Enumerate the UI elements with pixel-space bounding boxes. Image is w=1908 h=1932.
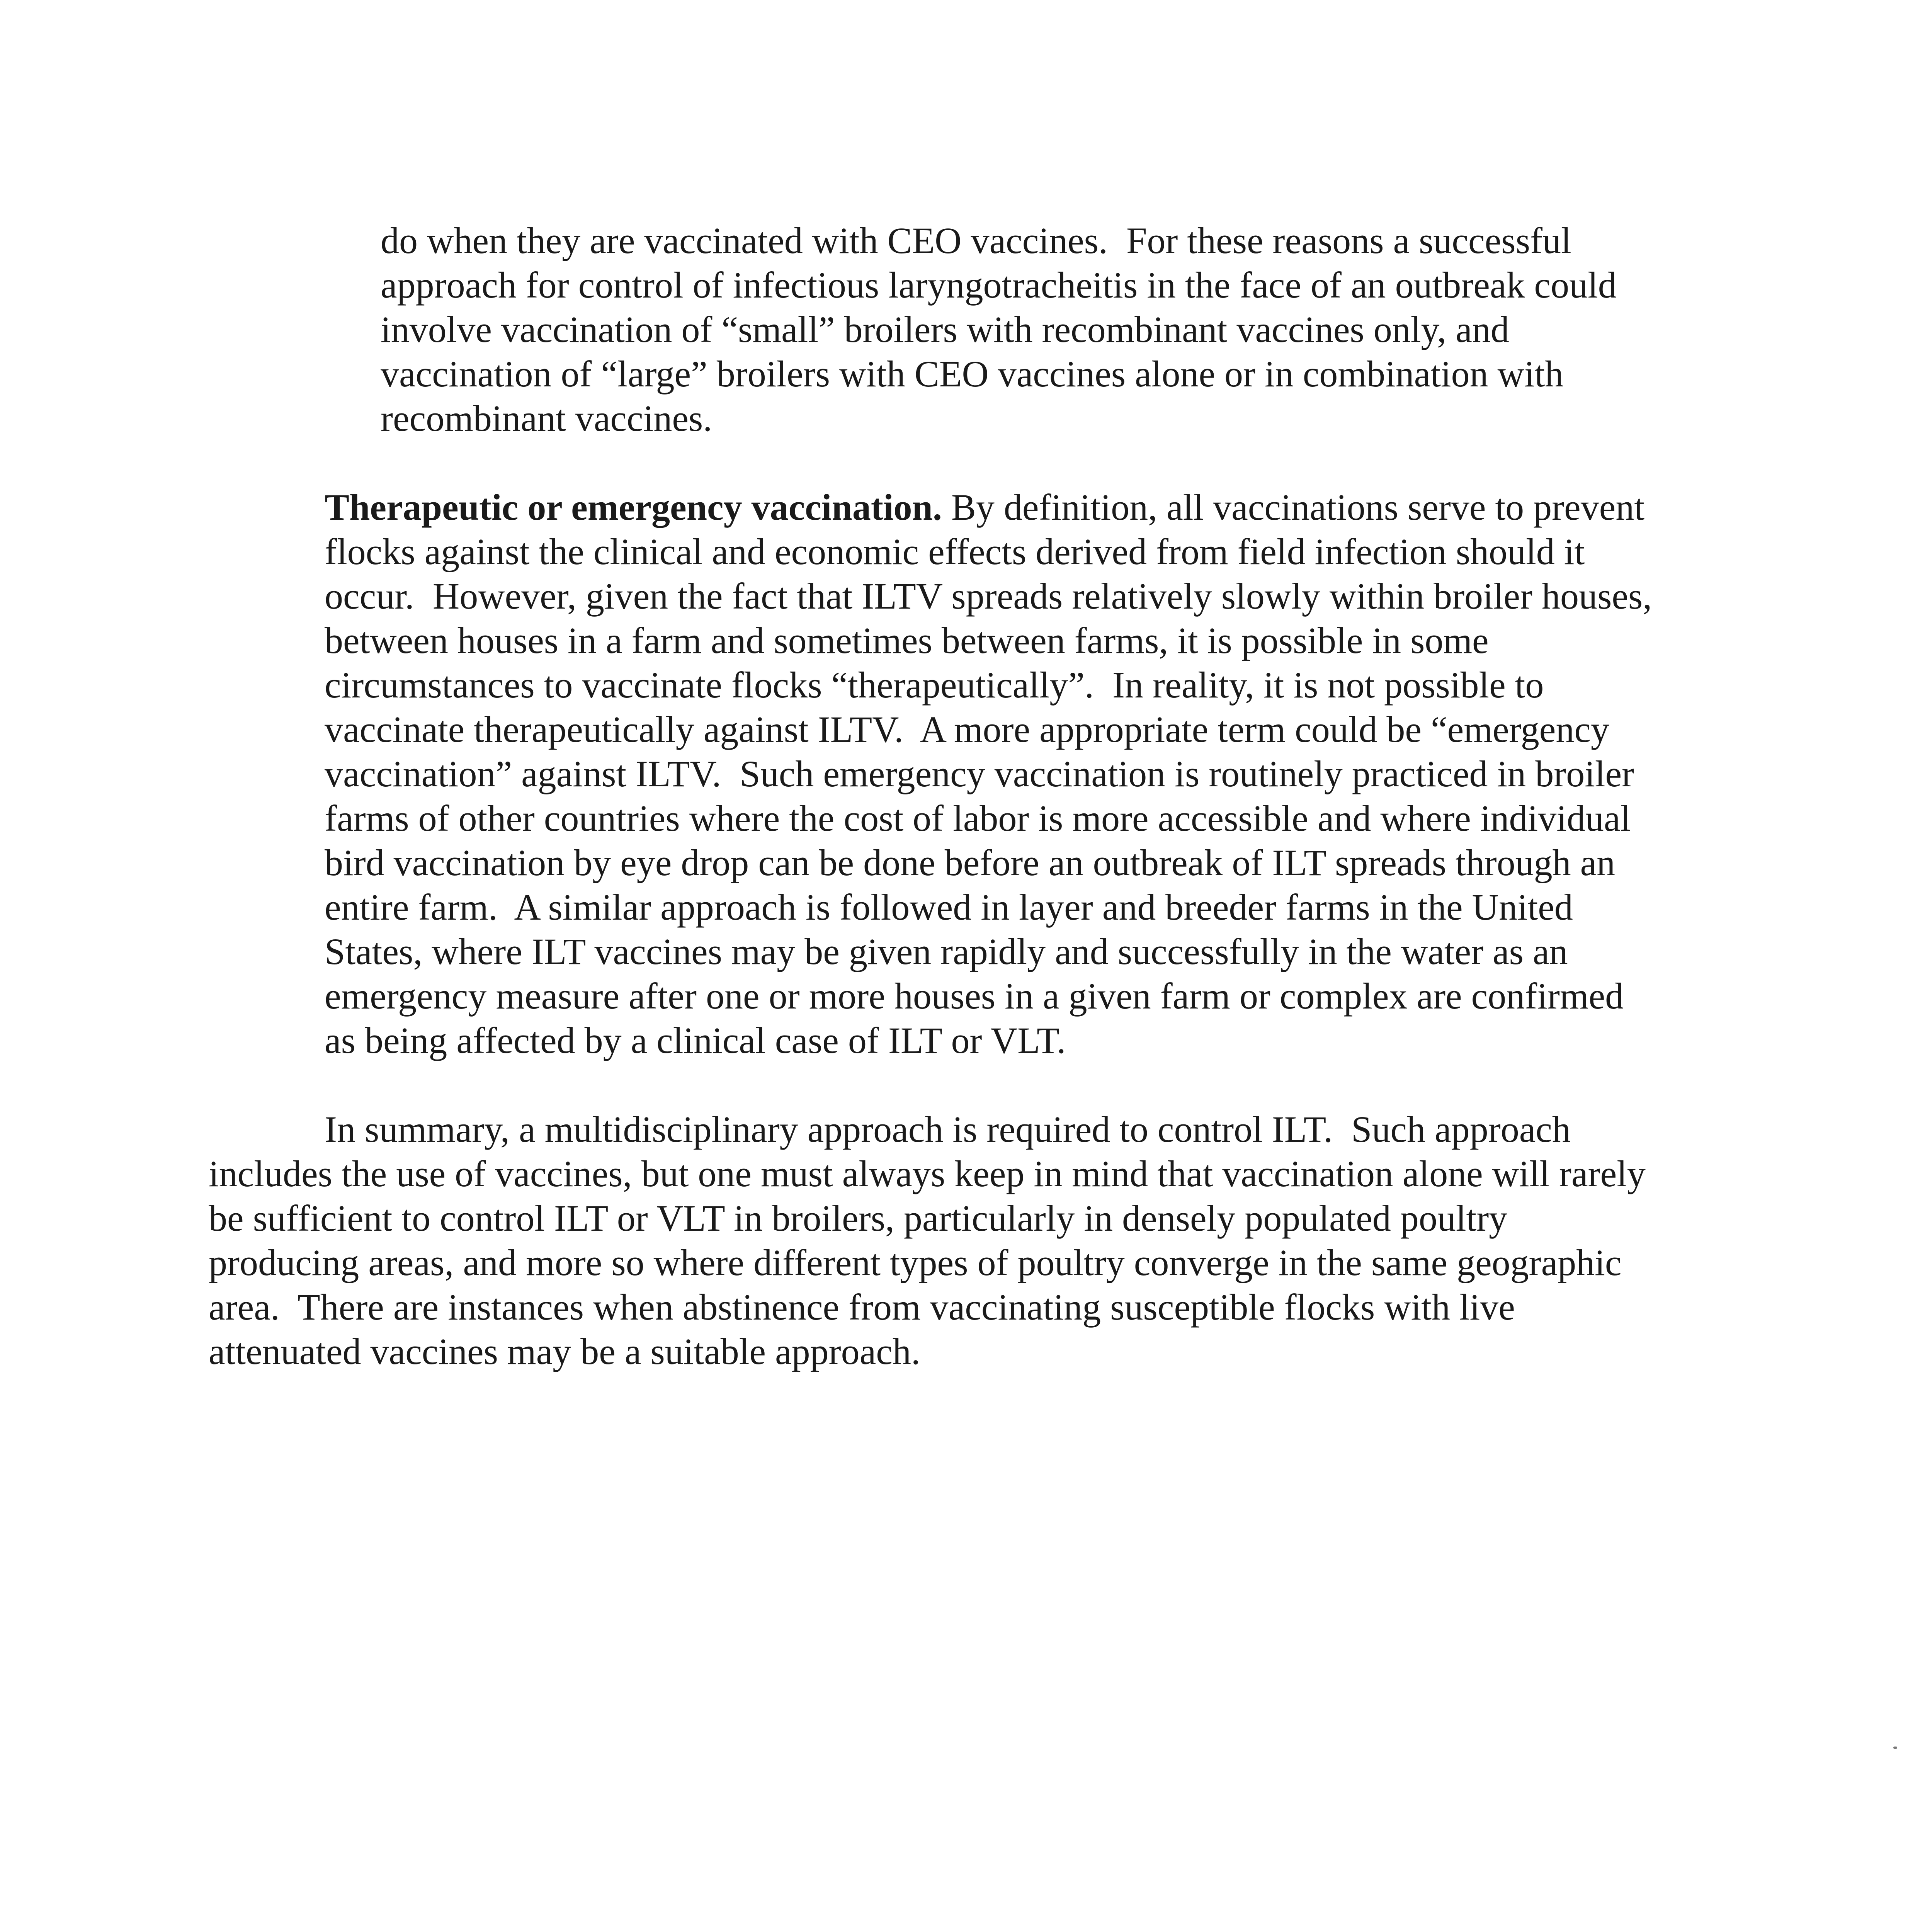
text-line: approach for control of infectious laryngotracheitis in the face of an outbreak could <box>381 264 1617 306</box>
text-line: farms of other countries where the cost of labor is more accessible and where individual <box>325 798 1631 839</box>
text-line: recombinant vaccines. <box>381 398 713 439</box>
text-line: In summary, a multidisciplinary approach is required to control ILT. Such approach <box>325 1109 1571 1150</box>
text-line: involve vaccination of “small” broilers with recombinant vaccines only, and <box>381 309 1509 350</box>
text-line-with-heading <box>325 485 1644 529</box>
text-line: between houses in a farm and sometimes between farms, it is possible in some <box>325 620 1489 661</box>
text-line: vaccination of “large” broilers with CEO vaccines alone or in combination with <box>381 353 1564 395</box>
text-line: as being affected by a clinical case of ILT or VLT. <box>325 1020 1066 1061</box>
text-line: vaccinate therapeutically against ILTV. A more appropriate term could be “emergency <box>325 709 1609 750</box>
text-line: occur. However, given the fact that ILTV spreads relatively slowly within broiler houses, <box>325 575 1652 617</box>
scan-speck <box>1893 1747 1897 1749</box>
text-line: be sufficient to control ILT or VLT in broilers, particularly in densely populated poultry <box>209 1197 1508 1239</box>
text-line: emergency measure after one or more houses in a given farm or complex are confirmed <box>325 975 1624 1017</box>
text-line: do when they are vaccinated with CEO vaccines. For these reasons a successful <box>381 220 1571 261</box>
text-line: entire farm. A similar approach is followed in layer and breeder farms in the United <box>325 886 1573 928</box>
text-line: producing areas, and more so where different types of poultry converge in the same geographic <box>209 1242 1622 1283</box>
heading-line-text: By definition, all vaccinations serve to prevent <box>942 486 1645 528</box>
text-line: area. There are instances when abstinence from vaccinating susceptible flocks with live <box>209 1286 1515 1328</box>
text-line: circumstances to vaccinate flocks “therapeutically”. In reality, it is not possible to <box>325 664 1544 706</box>
text-line: includes the use of vaccines, but one must always keep in mind that vaccination alone will rarely <box>209 1153 1646 1194</box>
text-line: attenuated vaccines may be a suitable approach. <box>209 1331 920 1372</box>
text-line: States, where ILT vaccines may be given rapidly and successfully in the water as an <box>325 931 1568 972</box>
text-line: flocks against the clinical and economic effects derived from field infection should it <box>325 531 1585 572</box>
text-line: bird vaccination by eye drop can be done before an outbreak of ILT spreads through an <box>325 842 1616 883</box>
section-heading: Therapeutic or emergency vaccination. <box>325 486 942 528</box>
text-line: vaccination” against ILTV. Such emergency vaccination is routinely practiced in broiler <box>325 753 1634 794</box>
